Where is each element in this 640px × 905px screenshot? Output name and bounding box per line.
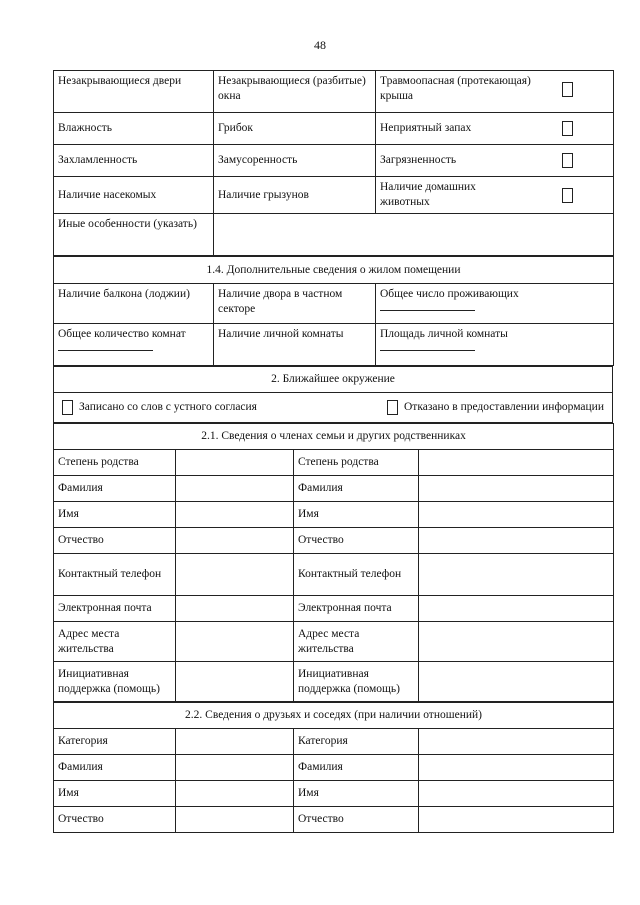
- consent-no-label: Отказано в предоставлении информации: [403, 401, 604, 413]
- relative-value[interactable]: [419, 528, 614, 554]
- relative-value[interactable]: [419, 476, 614, 502]
- consent-no-option[interactable]: [387, 400, 604, 415]
- relative-label: Степень родства: [294, 450, 419, 476]
- cond-cell-check: [376, 177, 614, 214]
- checkbox[interactable]: [562, 82, 573, 97]
- relative-value[interactable]: [176, 450, 294, 476]
- friend-label: Категория: [54, 729, 176, 755]
- friend-label: Отчество: [294, 807, 419, 833]
- section-2-1-table: [53, 423, 614, 702]
- balcony-field: Наличие балкона (лоджии): [54, 284, 214, 324]
- checkbox[interactable]: [562, 121, 573, 136]
- friend-value[interactable]: [419, 729, 614, 755]
- friend-value[interactable]: [176, 807, 294, 833]
- relative-value[interactable]: [176, 622, 294, 662]
- section-1-4-title: 1.4. Дополнительные сведения о жилом помещении: [54, 257, 614, 284]
- cond-label: Наличие домашних животных: [380, 181, 476, 208]
- relative-value[interactable]: [419, 662, 614, 702]
- friend-label: Имя: [294, 781, 419, 807]
- relative-label: Инициативная поддержка (помощь): [294, 662, 419, 702]
- cond-cell-check: [376, 145, 614, 177]
- cond-cell: Наличие насекомых: [54, 177, 214, 214]
- personal-room-field: Наличие личной комнаты: [214, 324, 376, 366]
- residents-label: Общее число проживающих: [380, 288, 519, 300]
- section-2-table: [53, 366, 613, 423]
- section-1-4-table: [53, 256, 614, 366]
- relative-label: Контактный телефон: [294, 554, 419, 596]
- residents-field[interactable]: [376, 284, 614, 324]
- relative-label: Адрес места жительства: [294, 622, 419, 662]
- relative-label: Фамилия: [294, 476, 419, 502]
- friend-value[interactable]: [419, 755, 614, 781]
- cond-label: Травмоопасная (протекающая) крыша: [380, 75, 531, 102]
- relative-value[interactable]: [176, 528, 294, 554]
- page-number: 48: [314, 38, 326, 52]
- consent-yes-option[interactable]: [62, 400, 257, 415]
- relative-value[interactable]: [176, 596, 294, 622]
- section-2-1-title: 2.1. Сведения о членах семьи и других родственниках: [54, 424, 614, 450]
- consent-row: [54, 393, 613, 423]
- room-area-underline: [380, 344, 475, 351]
- friend-label: Категория: [294, 729, 419, 755]
- other-features-value[interactable]: [214, 214, 614, 256]
- yard-field: Наличие двора в частном секторе: [214, 284, 376, 324]
- relative-label: Отчество: [54, 528, 176, 554]
- form-sheet: [53, 70, 613, 833]
- other-features-label: Иные особенности (указать): [54, 214, 214, 256]
- friend-label: Фамилия: [294, 755, 419, 781]
- relative-label: Фамилия: [54, 476, 176, 502]
- checkbox[interactable]: [562, 188, 573, 203]
- relative-value[interactable]: [419, 450, 614, 476]
- residents-underline: [380, 304, 475, 311]
- cond-label: Загрязненность: [380, 154, 457, 166]
- cond-cell: Незакрывающиеся (разбитые) окна: [214, 71, 376, 113]
- cond-cell: Влажность: [54, 113, 214, 145]
- rooms-label: Общее количество комнат: [58, 328, 186, 340]
- friend-value[interactable]: [176, 781, 294, 807]
- relative-value[interactable]: [176, 554, 294, 596]
- friend-value[interactable]: [176, 729, 294, 755]
- friend-value[interactable]: [419, 807, 614, 833]
- cond-cell: Незакрывающиеся двери: [54, 71, 214, 113]
- room-area-label: Площадь личной комнаты: [380, 328, 508, 340]
- cond-cell: Наличие грызунов: [214, 177, 376, 214]
- friend-value[interactable]: [419, 781, 614, 807]
- rooms-field[interactable]: [54, 324, 214, 366]
- checkbox[interactable]: [387, 400, 398, 415]
- friend-label: Имя: [54, 781, 176, 807]
- cond-cell-check: [376, 71, 614, 113]
- friend-value[interactable]: [176, 755, 294, 781]
- relative-label: Имя: [294, 502, 419, 528]
- relative-value[interactable]: [419, 622, 614, 662]
- relative-label: Электронная почта: [294, 596, 419, 622]
- relative-label: Отчество: [294, 528, 419, 554]
- section-2-2-table: [53, 702, 614, 833]
- checkbox[interactable]: [62, 400, 73, 415]
- relative-value[interactable]: [419, 554, 614, 596]
- relative-label: Адрес места жительства: [54, 622, 176, 662]
- room-area-field[interactable]: [376, 324, 614, 366]
- consent-yes-label: Записано со слов с устного согласия: [79, 401, 257, 413]
- cond-cell: Замусоренность: [214, 145, 376, 177]
- cond-cell-check: [376, 113, 614, 145]
- relative-label: Контактный телефон: [54, 554, 176, 596]
- friend-label: Фамилия: [54, 755, 176, 781]
- relative-label: Электронная почта: [54, 596, 176, 622]
- checkbox[interactable]: [562, 153, 573, 168]
- relative-value[interactable]: [176, 502, 294, 528]
- rooms-underline: [58, 344, 153, 351]
- friend-label: Отчество: [54, 807, 176, 833]
- cond-cell: Захламленность: [54, 145, 214, 177]
- relative-label: Инициативная поддержка (помощь): [54, 662, 176, 702]
- section-2-2-title: 2.2. Сведения о друзьях и соседях (при наличии отношений): [54, 703, 614, 729]
- conditions-table: [53, 70, 614, 256]
- relative-label: Имя: [54, 502, 176, 528]
- section-2-title: 2. Ближайшее окружение: [54, 367, 613, 393]
- relative-label: Степень родства: [54, 450, 176, 476]
- relative-value[interactable]: [419, 502, 614, 528]
- cond-label: Неприятный запах: [380, 122, 472, 134]
- relative-value[interactable]: [176, 662, 294, 702]
- relative-value[interactable]: [176, 476, 294, 502]
- cond-cell: Грибок: [214, 113, 376, 145]
- relative-value[interactable]: [419, 596, 614, 622]
